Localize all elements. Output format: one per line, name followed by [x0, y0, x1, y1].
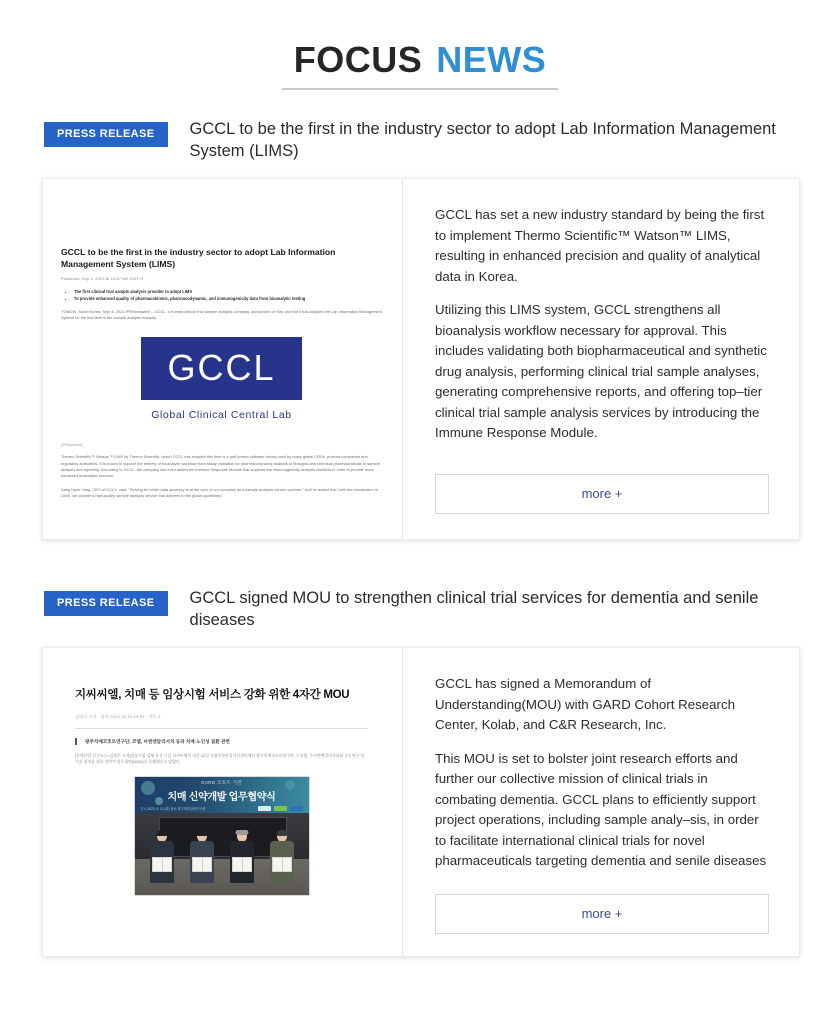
article-2 [0, 587, 840, 957]
gccl-logo-text: GCCL [167, 347, 276, 389]
masthead-underline [282, 38, 559, 90]
mou-banner-date: 일시 2023. 9. 12.(화) 장소 광주계획상담연구원 [140, 806, 206, 811]
photo-person [227, 831, 257, 893]
photo-scene [135, 813, 309, 895]
status-badge: PRESS RELEASE [44, 122, 168, 147]
page-title [0, 38, 840, 90]
person-hair [276, 830, 287, 836]
masthead-word-focus: FOCUS [293, 39, 423, 80]
signed-document-icon [232, 857, 252, 872]
doc-source-label: (PRNewswire) [61, 443, 83, 448]
mou-ceremony-photo [134, 776, 310, 896]
mou-banner-subtitle: GARD 코호트 기반 [201, 779, 242, 785]
summary-paragraph: Utilizing this LIMS system, GCCL strengthens all bioanalysis workflow necessary for approval. This includes validating both biopharmaceutical and synthetic drug analysis, performing clinical trial sample analyses, generating comprehensive reports, and offering top–tier clinical trial sample analysis services by introducing the Immune Response Module. [435, 302, 767, 440]
article-1-title[interactable]: GCCL to be the first in the industry sector to adopt Lab Information Management System (LIMS) [189, 120, 776, 160]
doc-bullet-item: • To provide enhanced quality of pharmacokinetic, pharmacodynamic, and immunogenicity data from bioanalytic testing [74, 295, 382, 302]
korean-news-body: [한약산업 일간뉴스=김명주 기자]임상시험 검체 분석 기업 지씨씨엘이 지난 12일 고령친화산업지원센터에서 광주치매코호트연구단, 주코랩, 주씨앤앤알리서치와 공동연구 및 기술 협력을 위한 전략적 업무협약(MOU)를 통해했다고 밝혔다. [75, 753, 365, 765]
sponsor-logo-icon [274, 806, 287, 811]
status-badge: PRESS RELEASE [44, 591, 168, 616]
korean-news-headline: 지씨씨엘, 치매 등 임상시험 서비스 강화 위한 4자간 MOU [75, 689, 350, 701]
article-1-summary [403, 179, 799, 539]
photo-person [187, 831, 217, 893]
person-hair [156, 830, 167, 836]
doc-headline: GCCL to be the first in the industry sector to adopt Lab Information Management System (LIMS) [61, 247, 336, 269]
doc-bullet-item: • The first clinical trial sample analysis provider to adopt LIMS [74, 288, 382, 295]
person-hair [235, 830, 248, 835]
signed-document-icon [192, 857, 212, 872]
article-2-card [42, 647, 800, 957]
korean-news-subheadline: 광주치매코호트연구단, 코랩, 씨앤앤알리서치 등과 치매·노인성 질환 관련 [75, 738, 368, 745]
article-1-header [0, 118, 840, 162]
doc-lede-paragraph: YONGIN, South Korea, Sept 4, 2023 /PRNewswire/ -- GCCL, a Korean clinical trial sample analysis company, announced on Sep 3rd that it has adopted the Lab Information Management System for the first time in the sample analysis industry. [61, 309, 382, 321]
summary-paragraph: GCCL has signed a Memorandum of Understanding(MOU) with GARD Cohort Research Center, Kolab, and C&R Research, Inc. [435, 676, 736, 732]
person-hair [196, 830, 207, 836]
article-1-card [42, 178, 800, 540]
gccl-logo-tagline: Global Clinical Central Lab [151, 409, 292, 422]
more-button[interactable]: more + [435, 894, 769, 934]
more-button[interactable]: more + [435, 474, 769, 514]
signed-document-icon [272, 857, 292, 872]
article-2-thumbnail[interactable] [43, 648, 403, 956]
photo-person [267, 831, 297, 893]
doc-published-date: Published: Sep 3, 2023 at 10:57 AM GMT+9 [61, 276, 144, 281]
article-2-summary [403, 648, 799, 956]
korean-news-byline: 김명지 기자 · 입력 2023.09.13 09:54 · 댓글 0 [75, 714, 161, 719]
gccl-logo-box [141, 337, 301, 400]
sponsor-logo-icon [258, 806, 271, 811]
doc-footer-paragraph-1: Thermo Scientific™ Watson™ LIMS by Thermo Scientific, which GCCL has adopted this time is a well-known software widely used by many global CROs, pharma companies and regulatory authorities. It is known to support the entirety of bioanalytic workflow from assay validation for pharmacodynamic analysis of biologics and chemical pharmaceuticals to sample analysis and reporting. According to GCCL, the company has even added the Immune Response Module that supports the immunogenicity analysis workflow in order to provide more enhanced bioanalytic services. [61, 454, 380, 479]
mou-banner-footer [135, 803, 309, 811]
signed-document-icon [152, 857, 172, 872]
mou-banner-title: 치매 신약개발 업무협약식 [167, 791, 276, 803]
article-1-thumbnail[interactable] [43, 179, 403, 539]
article-2-header [0, 587, 840, 631]
article-2-title[interactable]: GCCL signed MOU to strengthen clinical trial services for dementia and senile diseases [189, 589, 759, 629]
doc-bullet-list [61, 288, 382, 302]
masthead-word-news: NEWS [436, 39, 547, 80]
summary-paragraph: GCCL has set a new industry standard by being the first to implement Thermo Scientific™ Watson™ LIMS, resulting in enhanced precision and quality of analytical data in Korea. [435, 207, 765, 284]
korean-news-preview [61, 666, 382, 896]
mou-banner [135, 777, 309, 813]
summary-paragraph: This MOU is set to bolster joint research efforts and further our collective mission of clinical trials in combating dementia. GCCL plans to efficiently support project operations, including sample analy–sis, in order to facilitate international clinical trials for novel pharmaceuticals targeting dementia and senile diseases [435, 750, 767, 868]
sponsor-logos [258, 806, 303, 811]
press-release-document-preview [61, 247, 382, 499]
sponsor-logo-icon [290, 806, 303, 811]
gccl-logo [61, 337, 382, 421]
divider [75, 728, 368, 729]
photo-person [147, 831, 177, 893]
article-1 [0, 118, 840, 540]
doc-footer-paragraph-2: Sang Hyun Yang, CEO of GCCL, said, "Striving for better data accuracy is at the core of our company as a sample analysis service provider." And he added that "with the introduction of LIMS, we provide a high-quality sample analysis service that adheres to the global guidelines". [61, 486, 378, 498]
